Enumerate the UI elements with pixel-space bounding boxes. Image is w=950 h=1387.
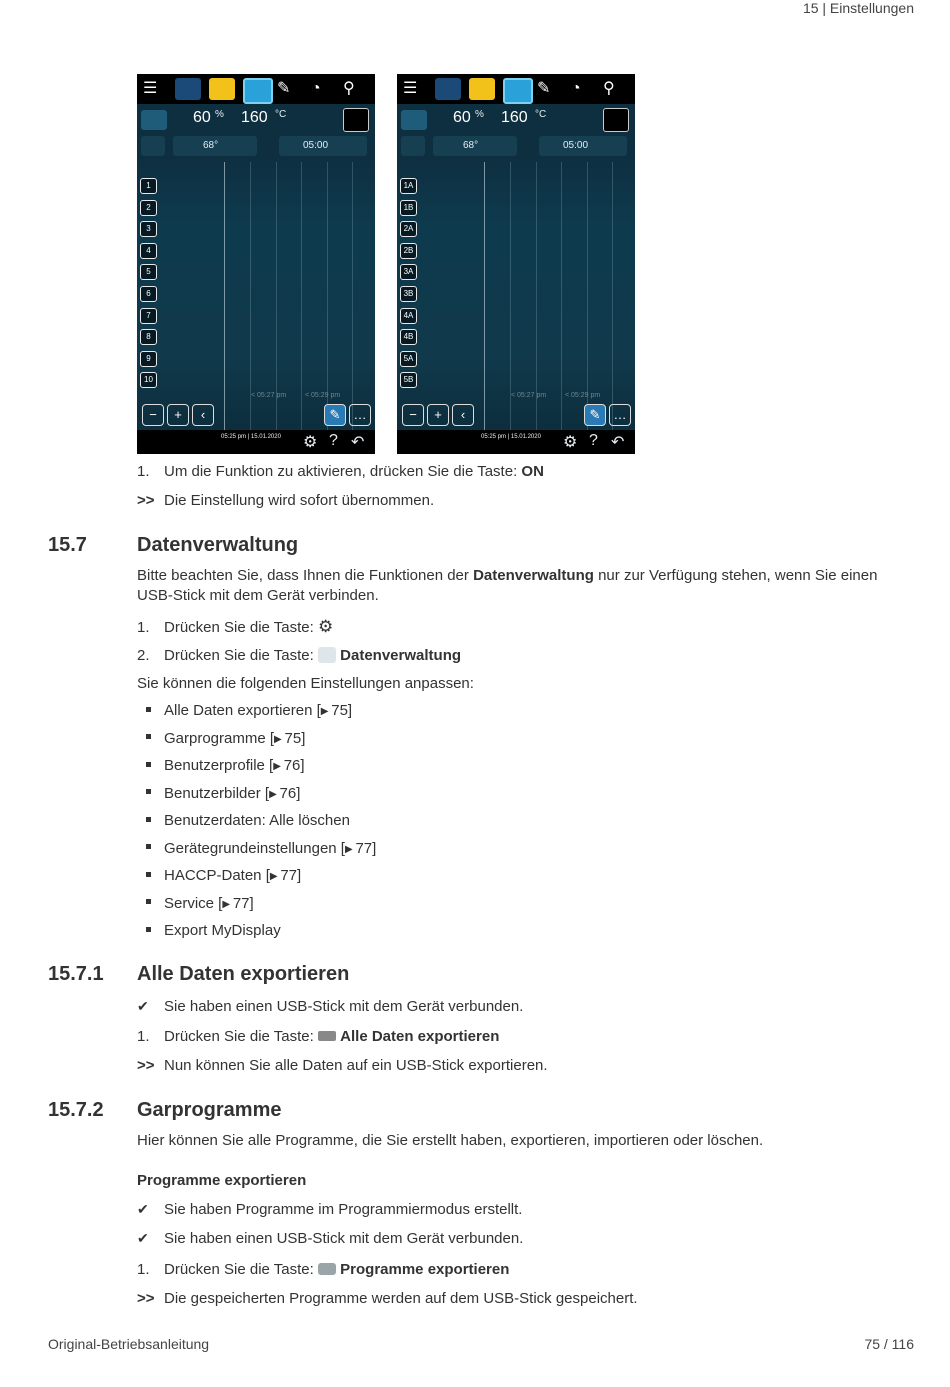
timer-value: 05:00 (303, 140, 329, 151)
help-icon: ? (589, 432, 598, 449)
list-item-label: Gerätegrundeinstellungen [ (164, 839, 345, 857)
time-label-1: < 05:27 pm (511, 392, 547, 399)
zoom-in-icon: + (427, 404, 449, 426)
bullet-icon (146, 927, 151, 932)
back-arrow-icon: ‹ (452, 404, 474, 426)
gear-icon: ⚙ (303, 434, 318, 451)
humidity-unit: % (215, 109, 224, 120)
mode-icon (141, 110, 167, 130)
more-icon: … (349, 404, 371, 426)
core-temp-value: 68° (463, 140, 479, 151)
section-title: Datenverwaltung (137, 534, 299, 556)
page-ref-icon: ▶ (344, 843, 356, 855)
shelf-button: 1 (140, 178, 157, 194)
shelf-button: 3A (400, 264, 417, 280)
program-icon (243, 78, 273, 104)
result: >> Die gespeicherten Programme werden auf dem USB-Stick gespeichert. (137, 1290, 638, 1307)
basket-icon (401, 136, 425, 156)
section-intro: Bitte beachten Sie, dass Ihnen die Funktionen der Datenverwaltung nur zur Verfügung stehen, wenn Sie einen USB-Stick mit dem Gerät verbinden. (137, 567, 878, 604)
section-title: Garprogramme (137, 1099, 282, 1121)
parameter-bar (137, 104, 375, 160)
status-bar (397, 430, 635, 454)
shelf-button: 2 (140, 200, 157, 216)
shelf-button: 5A (400, 351, 417, 367)
list-item[interactable] (146, 730, 305, 747)
page-ref-icon: ▶ (269, 871, 281, 882)
back-arrow-icon: ‹ (192, 404, 214, 426)
clean-icon: ◔ (571, 80, 581, 97)
chef-icon (469, 78, 495, 100)
list-item-label: Export MyDisplay (164, 922, 281, 939)
shelf-button: 7 (140, 308, 157, 324)
section-number: 15.7 (48, 534, 87, 556)
checkmark-icon: ✔ (137, 1201, 149, 1217)
zoom-in-icon: + (167, 404, 189, 426)
page-ref[interactable]: 76] (283, 757, 305, 774)
shelf-button: 5 (140, 264, 157, 280)
list-item-label: Garprogramme [ (164, 729, 275, 747)
shelf-button: 9 (140, 351, 157, 367)
bullet-icon (146, 734, 151, 739)
list-item[interactable] (146, 702, 352, 719)
shelf-button: 4B (400, 329, 417, 345)
shelf-button: 1B (400, 200, 417, 216)
page-ref-icon: ▶ (269, 788, 280, 800)
footer-left: Original-Betriebsanleitung (48, 1336, 210, 1352)
gears-icon: ⚙ (317, 617, 334, 636)
page-ref[interactable]: 75] (284, 729, 306, 747)
shelf-button: 3B (400, 286, 417, 302)
clean-icon: ◔ (311, 80, 321, 97)
list-item[interactable] (146, 895, 254, 912)
step-activate: 1. Um die Funktion zu aktivieren, drücken Sie die Taste: ON (137, 463, 544, 480)
step-press-data: 2. Drücken Sie die Taste: Datenverwaltung (137, 647, 462, 664)
chef-icon (209, 78, 235, 100)
usb-export-icon (318, 1031, 336, 1041)
bullet-icon (146, 707, 151, 712)
list-item-label: Alle Daten exportieren [ (164, 702, 321, 719)
bullet-icon (146, 872, 151, 877)
shelf-button: 6 (140, 286, 157, 302)
list-item[interactable] (146, 785, 300, 802)
step-export-all: 1. Drücken Sie die Taste: Alle Daten exportieren (137, 1028, 500, 1045)
subheading: Programme exportieren (137, 1172, 307, 1189)
shelf-button: 8 (140, 329, 157, 345)
page-ref-icon: ▶ (222, 898, 233, 910)
section-number: 15.7.2 (48, 1099, 104, 1121)
list-item[interactable] (146, 757, 305, 774)
step-press-gear: 1. Drücken Sie die Taste: ⚙ (137, 617, 334, 636)
settings-lead: Sie können die folgenden Einstellungen anpassen: (137, 675, 474, 692)
list-item-label: Benutzerdaten: Alle löschen (164, 812, 350, 829)
menu-icon: ☰ (143, 80, 158, 97)
settings-sliders-icon (603, 108, 629, 132)
list-item[interactable] (146, 922, 281, 939)
help-icon: ? (329, 432, 338, 449)
checkmark-icon: ✔ (137, 1230, 149, 1246)
temp-unit: °C (275, 109, 287, 120)
shelf-button: 2B (400, 243, 417, 259)
search-icon: ⚲ (343, 80, 355, 97)
return-icon: ↶ (611, 434, 625, 451)
program-export-icon (318, 1263, 336, 1275)
screenshot-right (397, 74, 635, 454)
shelf-button: 10 (140, 372, 157, 388)
menu-icon: ☰ (403, 80, 418, 97)
humidity-unit: % (475, 109, 484, 120)
edit-icon: ✎ (324, 404, 346, 426)
parameter-bar (397, 104, 635, 160)
shelf-button: 2A (400, 221, 417, 237)
page-ref-icon: ▶ (273, 761, 284, 772)
list-item-label: HACCP-Daten [ (164, 867, 270, 884)
checkmark-icon: ✔ (137, 998, 149, 1014)
list-item-label: Benutzerbilder [ (164, 784, 270, 802)
gear-icon: ⚙ (563, 434, 578, 451)
page-ref[interactable]: 75] (331, 702, 353, 719)
shelf-button: 3 (140, 221, 157, 237)
page-header: 15 | Einstellungen (802, 0, 914, 16)
bullet-icon (146, 899, 151, 904)
section-number: 15.7.1 (48, 963, 104, 985)
list-item[interactable] (146, 840, 376, 857)
precondition: ✔ Sie haben Programme im Programmiermodus erstellt. (137, 1201, 523, 1218)
section-title: Alle Daten exportieren (137, 963, 350, 985)
basket-icon (141, 136, 165, 156)
page-ref[interactable]: 76] (279, 784, 301, 802)
humidity-value: 60 (193, 109, 211, 126)
bullet-icon (146, 817, 151, 822)
list-item-label: Benutzerprofile [ (164, 757, 274, 774)
bullet-icon (146, 789, 151, 794)
list-item-label: Service [ (164, 894, 223, 912)
list-item[interactable] (146, 867, 301, 884)
timer-value: 05:00 (563, 140, 589, 151)
precondition: ✔ Sie haben einen USB-Stick mit dem Gerät verbunden. (137, 998, 524, 1015)
bullet-icon (146, 762, 151, 767)
screenshot-left (137, 74, 375, 454)
list-item[interactable] (146, 812, 350, 829)
more-icon: … (609, 404, 631, 426)
bullet-icon (146, 844, 151, 849)
page-ref[interactable]: 77] (280, 867, 302, 884)
status-time: 05:25 pm | 15.01.2020 (481, 434, 541, 440)
shelf-button: 1A (400, 178, 417, 194)
steam-icon (435, 78, 461, 100)
precondition: ✔ Sie haben einen USB-Stick mit dem Gerät verbunden. (137, 1230, 524, 1247)
steam-icon (175, 78, 201, 100)
edit-icon: ✎ (584, 404, 606, 426)
page-ref[interactable]: 77] (232, 894, 254, 912)
temp-value: 160 (501, 109, 528, 126)
shelf-button: 5B (400, 372, 417, 388)
status-time: 05:25 pm | 15.01.2020 (221, 434, 281, 440)
top-toolbar (137, 74, 375, 104)
temp-unit: °C (535, 109, 547, 120)
mode-icon (401, 110, 427, 130)
notes-icon: ✎ (277, 80, 291, 97)
data-management-icon (318, 647, 336, 663)
result: >> Nun können Sie alle Daten auf ein USB-Stick exportieren. (137, 1057, 548, 1074)
shelf-button: 4A (400, 308, 417, 324)
page-number: 75 / 116 (864, 1336, 914, 1352)
temp-value: 160 (241, 109, 268, 126)
return-icon: ↶ (351, 434, 365, 451)
settings-sliders-icon (343, 108, 369, 132)
humidity-value: 60 (453, 109, 471, 126)
status-bar (137, 430, 375, 454)
time-label-2: < 05:29 pm (565, 392, 601, 399)
top-toolbar (397, 74, 635, 104)
core-temp-value: 68° (203, 140, 219, 151)
notes-icon: ✎ (537, 80, 551, 97)
zoom-out-icon: − (402, 404, 424, 426)
section-intro: Hier können Sie alle Programme, die Sie erstellt haben, exportieren, importieren oder löschen. (137, 1132, 764, 1149)
step-export-programs: 1. Drücken Sie die Taste: Programme exportieren (137, 1261, 510, 1278)
search-icon: ⚲ (603, 80, 615, 97)
result-applied: >> Die Einstellung wird sofort übernommen. (137, 492, 435, 509)
shelf-button: 4 (140, 243, 157, 259)
program-icon (503, 78, 533, 104)
page-ref-icon: ▶ (274, 733, 285, 745)
time-label-2: < 05:29 pm (305, 392, 341, 399)
time-label-1: < 05:27 pm (251, 392, 287, 399)
zoom-out-icon: − (142, 404, 164, 426)
page-ref-icon: ▶ (320, 706, 332, 717)
page-ref[interactable]: 77] (355, 839, 377, 857)
